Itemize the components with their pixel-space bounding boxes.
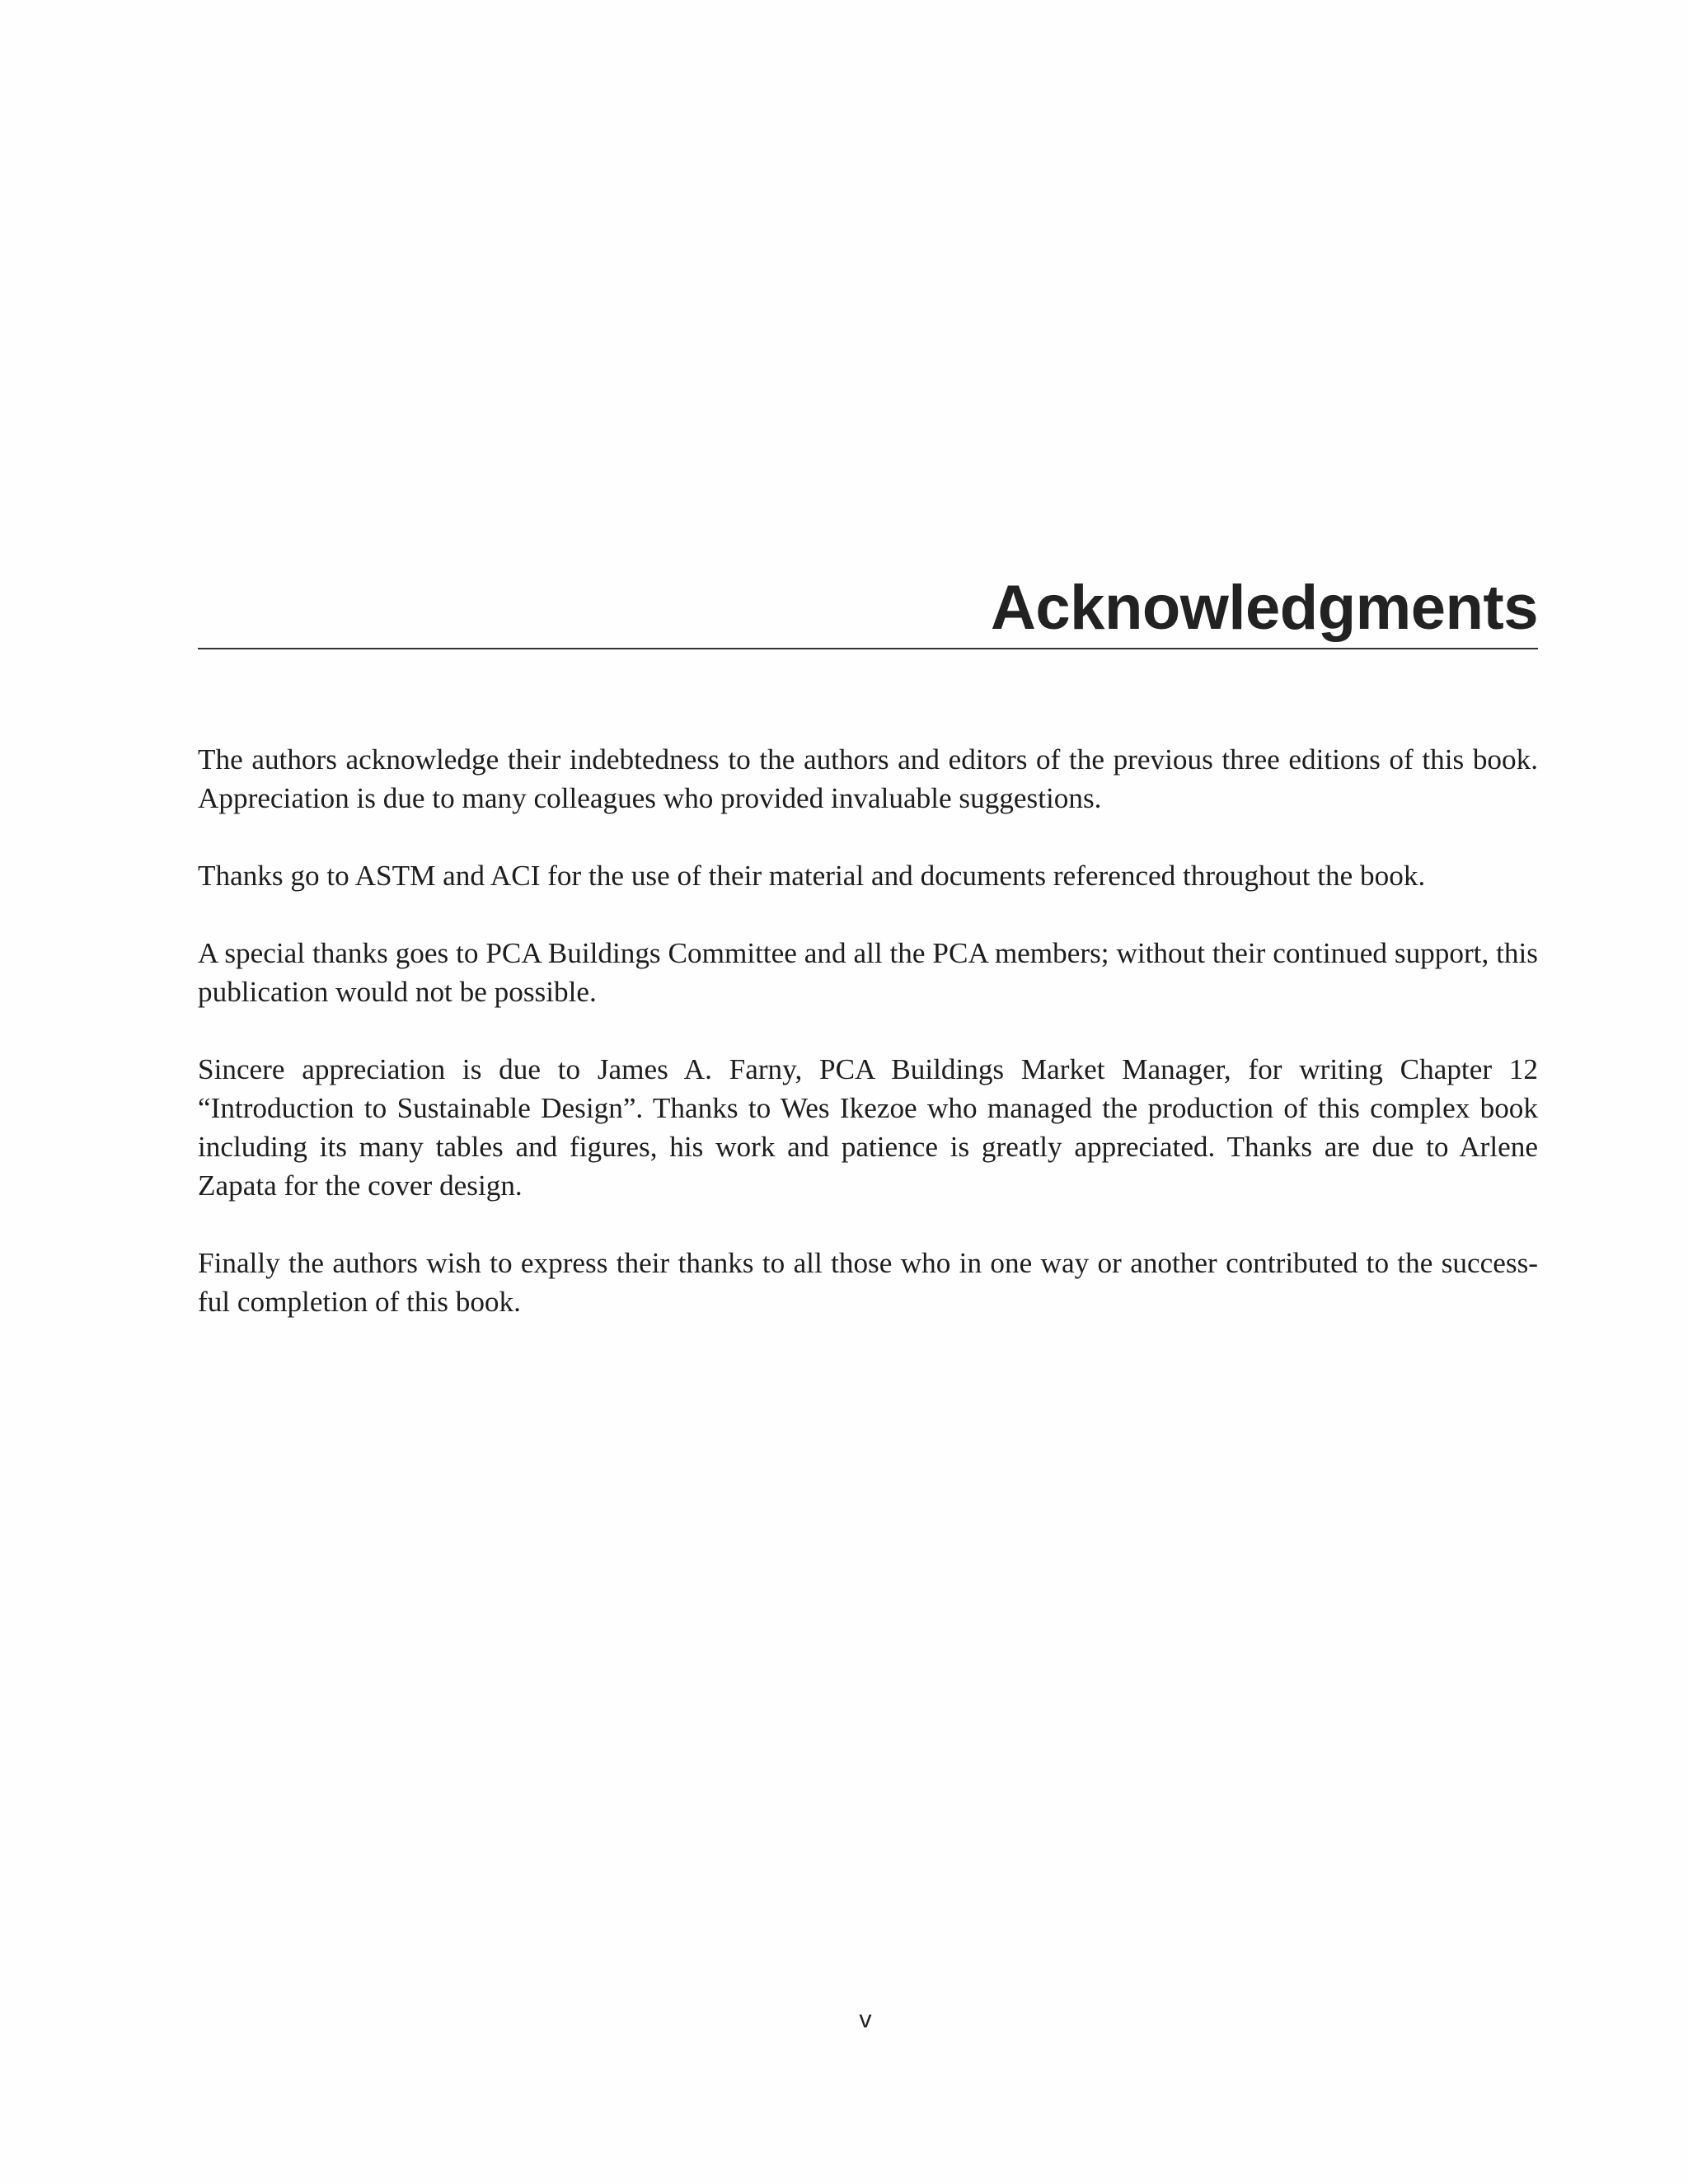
paragraph-pca-committee: A special thanks goes to PCA Buildings Committee and all the PCA members; without their continued support, this publication would not be possible. <box>198 937 1538 1008</box>
paragraph-contributors: Sincere appreciation is due to James A. Farny, PCA Buildings Market Manager, for writing Chapter 12 “Introduction to Sustainable Design”. Thanks to Wes Ikezoe who managed the production of this complex book including its many tables and figures, his work and patience is greatly appreciated. Thanks are due to Arlene Zapata for the cover design. <box>198 1053 1538 1202</box>
page-title: Acknowledgments <box>991 573 1538 643</box>
paragraph-astm-aci: Thanks go to ASTM and ACI for the use of their material and documents referenced throughout the book. <box>198 860 1426 892</box>
page-number: v <box>859 2006 872 2033</box>
heading-block <box>198 573 1538 649</box>
title-rule <box>198 648 1538 649</box>
paragraph-closing: Finally the authors wish to express their thanks to all those who in one way or another contributed to the success-ful completion of this book. <box>198 1247 1538 1318</box>
body-text <box>198 740 1538 1360</box>
paragraph-indebtedness: The authors acknowledge their indebtedness to the authors and editors of the previous three editions of this book. Appreciation is due to many colleagues who provided invaluable suggestions. <box>198 743 1538 814</box>
